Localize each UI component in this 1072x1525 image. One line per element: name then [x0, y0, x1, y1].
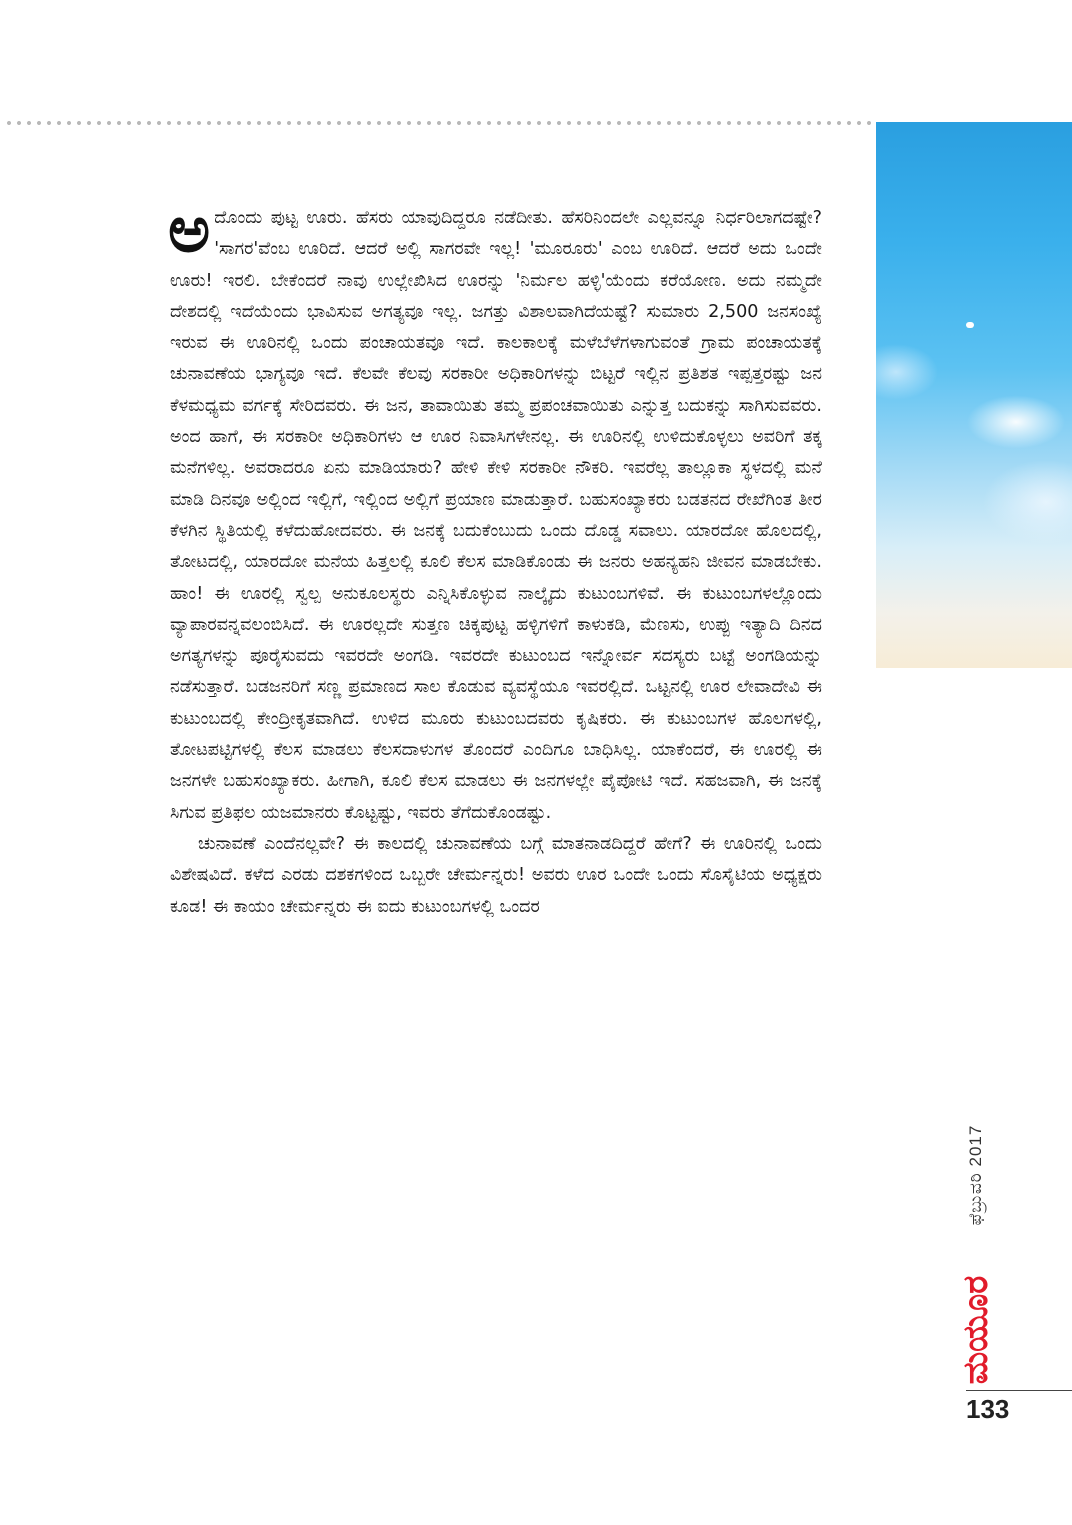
- article-body: [168, 193, 822, 923]
- sky-photo: [876, 122, 1072, 668]
- magazine-title: ಮಯೂರ: [956, 1275, 996, 1385]
- paragraph-1: [168, 193, 822, 829]
- side-label: [958, 1105, 998, 1385]
- issue-date: ಫೆಬ್ರುವರಿ 2017: [966, 1124, 985, 1226]
- paragraph-1-text: ದೊಂದು ಪುಟ್ಟ ಊರು. ಹೆಸರು ಯಾವುದಿದ್ದರೂ ನಡೆದೀತು. ಹೆಸರಿನಿಂದಲೇ ಎಲ್ಲವನ್ನೂ ನಿರ್ಧರಿಲಾಗದಷ್ಟೇ? 'ಸಾಗರ'ವೆಂಬ ಊರಿದೆ. ಆದರೆ ಅಲ್ಲಿ ಸಾಗರವೇ ಇಲ್ಲ! 'ಮೂರೂರು' ಎಂಬ ಊರಿದೆ. ಆದರೆ ಅದು ಒಂದೇ ಊರು! ಇರಲಿ. ಬೇಕೆಂದರೆ ನಾವು ಉಲ್ಲೇಖಿಸಿದ ಊರನ್ನು 'ನಿರ್ಮಲ ಹಳ್ಳಿ'ಯೆಂದು ಕರೆಯೋಣ. ಅದು ನಮ್ಮದೇ ದೇಶದಲ್ಲಿ ಇದೆಯೆಂದು ಭಾವಿಸುವ ಅಗತ್ಯವೂ ಇಲ್ಲ. ಜಗತ್ತು ವಿಶಾಲವಾಗಿದೆಯಷ್ಟೆ? ಸುಮಾರು 2,500 ಜನಸಂಖ್ಯೆ ಇರುವ ಈ ಊರಿನಲ್ಲಿ ಒಂದು ಪಂಚಾಯತವೂ ಇದೆ. ಕಾಲಕಾಲಕ್ಕೆ ಮಳೆಬೆಳೆಗಳಾಗುವಂತೆ ಗ್ರಾಮ ಪಂಚಾಯತಕ್ಕೆ ಚುನಾವಣೆಯ ಭಾಗ್ಯವೂ ಇದೆ. ಕೆಲವೇ ಕೆಲವು ಸರಕಾರೀ ಅಧಿಕಾರಿಗಳನ್ನು ಬಿಟ್ಟರೆ ಇಲ್ಲಿನ ಪ್ರತಿಶತ ಇಪ್ಪತ್ತರಷ್ಟು ಜನ ಕೆಳಮಧ್ಯಮ ವರ್ಗಕ್ಕೆ ಸೇರಿದವರು. ಈ ಜನ, ತಾವಾಯಿತು ತಮ್ಮ ಪ್ರಪಂಚವಾಯಿತು ಎನ್ನುತ್ತ ಬದುಕನ್ನು ಸಾಗಿಸುವವರು. ಅಂದ ಹಾಗೆ, ಈ ಸರಕಾರೀ ಅಧಿಕಾರಿಗಳು ಆ ಊರ ನಿವಾಸಿಗಳೇನಲ್ಲ. ಈ ಊರಿನಲ್ಲಿ ಉಳಿದುಕೊಳ್ಳಲು ಅವರಿಗೆ ತಕ್ಕ ಮನೆಗಳಿಲ್ಲ. ಅವರಾದರೂ ಏನು ಮಾಡಿಯಾರು? ಹೇಳಿ ಕೇಳಿ ಸರಕಾರೀ ನೌಕರಿ. ಇವರೆಲ್ಲ ತಾಲ್ಲೂಕಾ ಸ್ಥಳದಲ್ಲಿ ಮನೆ ಮಾಡಿ ದಿನವೂ ಅಲ್ಲಿಂದ ಇಲ್ಲಿಗೆ, ಇಲ್ಲಿಂದ ಅಲ್ಲಿಗೆ ಪ್ರಯಾಣ ಮಾಡುತ್ತಾರೆ. ಬಹುಸಂಖ್ಯಾಕರು ಬಡತನದ ರೇಖೆಗಿಂತ ತೀರ ಕೆಳಗಿನ ಸ್ಥಿತಿಯಲ್ಲಿ ಕಳೆದುಹೋದವರು. ಈ ಜನಕ್ಕೆ ಬದುಕೆಂಬುದು ಒಂದು ದೊಡ್ಡ ಸವಾಲು. ಯಾರದೋ ಹೊಲದಲ್ಲಿ, ತೋಟದಲ್ಲಿ, ಯಾರದೋ ಮನೆಯ ಹಿತ್ತಲಲ್ಲಿ ಕೂಲಿ ಕೆಲಸ ಮಾಡಿಕೊಂಡು ಈ ಜನರು ಅಹನ್ಯಹನಿ ಜೀವನ ಮಾಡಬೇಕು. ಹಾಂ! ಈ ಊರಲ್ಲಿ ಸ್ವಲ್ಪ ಅನುಕೂಲಸ್ಥರು ಎನ್ನಿಸಿಕೊಳ್ಳುವ ನಾಲ್ಕೈದು ಕುಟುಂಬಗಳಿವೆ. ಈ ಕುಟುಂಬಗಳಲ್ಲೊಂದು ವ್ಯಾಪಾರವನ್ನವಲಂಬಿಸಿದೆ. ಈ ಊರಲ್ಲದೇ ಸುತ್ತಣ ಚಿಕ್ಕಪುಟ್ಟ ಹಳ್ಳಿಗಳಿಗೆ ಕಾಳುಕಡಿ, ಮೆಣಸು, ಉಪ್ಪು ಇತ್ಯಾದಿ ದಿನದ ಅಗತ್ಯಗಳನ್ನು ಪೂರೈಸುವದು ಇವರದೇ ಅಂಗಡಿ. ಇವರದೇ ಕುಟುಂಬದ ಇನ್ನೋರ್ವ ಸದಸ್ಯರು ಬಟ್ಟೆ ಅಂಗಡಿಯನ್ನು ನಡೆಸುತ್ತಾರೆ. ಬಡಜನರಿಗೆ ಸಣ್ಣ ಪ್ರಮಾಣದ ಸಾಲ ಕೊಡುವ ವ್ಯವಸ್ಥೆಯೂ ಇವರಲ್ಲಿದೆ. ಒಟ್ಟನಲ್ಲಿ ಊರ ಲೇವಾದೇವಿ ಈ ಕುಟುಂಬದಲ್ಲಿ ಕೇಂದ್ರೀಕೃತವಾಗಿದೆ. ಉಳಿದ ಮೂರು ಕುಟುಂಬದವರು ಕೃಷಿಕರು. ಈ ಕುಟುಂಬಗಳ ಹೊಲಗಳಲ್ಲಿ, ತೋಟಪಟ್ಟಿಗಳಲ್ಲಿ ಕೆಲಸ ಮಾಡಲು ಕೆಲಸದಾಳುಗಳ ತೊಂದರೆ ಎಂದಿಗೂ ಬಾಧಿಸಿಲ್ಲ. ಯಾಕೆಂದರೆ, ಈ ಊರಲ್ಲಿ ಈ ಜನಗಳೇ ಬಹುಸಂಖ್ಯಾಕರು. ಹೀಗಾಗಿ, ಕೂಲಿ ಕೆಲಸ ಮಾಡಲು ಈ ಜನಗಳಲ್ಲೇ ಪೈಪೋಟಿ ಇದೆ. ಸಹಜವಾಗಿ, ಈ ಜನಕ್ಕೆ ಸಿಗುವ ಪ್ರತಿಫಲ ಯಜಮಾನರು ಕೊಟ್ಟಷ್ಟು, ಇವರು ತೆಗೆದುಕೊಂಡಷ್ಟು.: [170, 208, 822, 823]
- page-number: 133: [966, 1394, 1010, 1424]
- page-number-rule: [966, 1390, 1072, 1391]
- paragraph-2: ಚುನಾವಣೆ ಎಂದೆನಲ್ಲವೇ? ಈ ಕಾಲದಲ್ಲಿ ಚುನಾವಣೆಯ ಬಗ್ಗೆ ಮಾತನಾಡದಿದ್ದರೆ ಹೇಗೆ? ಈ ಊರಿನಲ್ಲಿ ಒಂದು ವಿಶೇಷವಿದೆ. ಕಳೆದ ಎರಡು ದಶಕಗಳಿಂದ ಒಬ್ಬರೇ ಚೇರ್ಮನ್ನರು! ಅವರು ಊರ ಒಂದೇ ಒಂದು ಸೊಸೈಟಿಯ ಅಧ್ಯಕ್ಷರು ಕೂಡ! ಈ ಕಾಯಂ ಚೇರ್ಮನ್ನರು ಈ ಐದು ಕುಟುಂಬಗಳಲ್ಲಿ ಒಂದರ: [170, 833, 822, 917]
- drop-cap: ಅ: [168, 193, 211, 267]
- dotted-divider: [4, 120, 876, 126]
